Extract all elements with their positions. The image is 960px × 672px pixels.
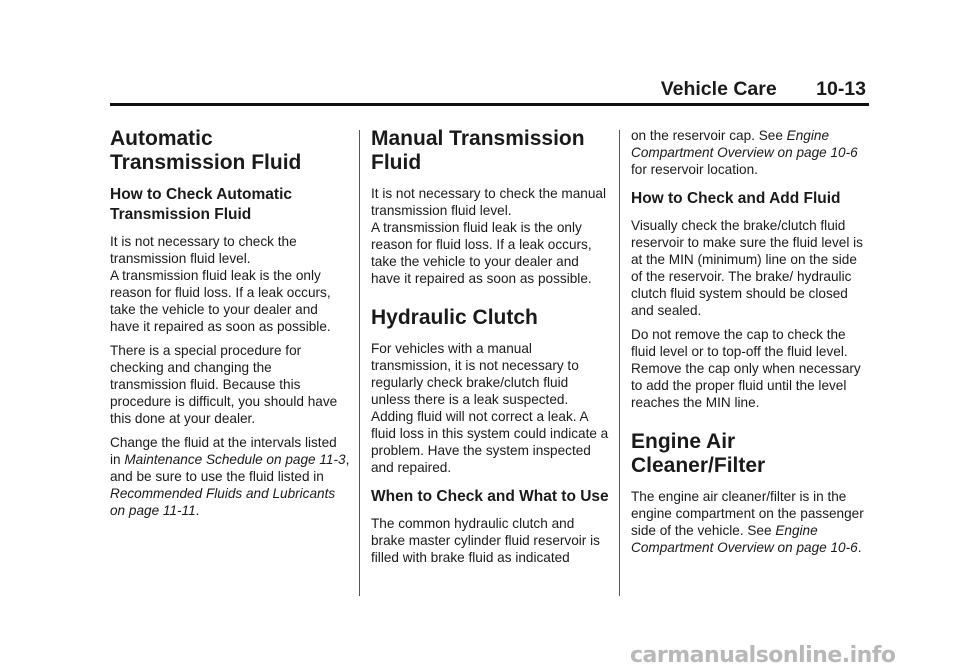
paragraph: It is not necessary to check the manual transmission fluid level. <box>371 186 606 218</box>
cross-reference-link[interactable]: Recommended Fluids and Lubricants on page 11-11 <box>110 486 336 518</box>
paragraph: The engine air cleaner/filter is in the engine compartment on the passenger side of the vehicle. See Engine Compartment Overview on page 10-6. <box>631 489 864 555</box>
paragraph: For vehicles with a manual transmission, it is not necessary to regularly check brake/clutch fluid unless there is a leak suspected. Adding fluid will not correct a leak. A fluid loss in this system could indicate a problem. Have the system inspected and repaired. <box>371 341 609 475</box>
heading-engine-air-cleaner: Engine Air Cleaner/Filter <box>631 430 766 477</box>
paragraph: A transmission fluid leak is the only reason for fluid loss. If a leak occurs, take the vehicle to your dealer and have it repaired as soon as possible. <box>371 220 592 286</box>
heading-manual-transmission-fluid: Manual Transmission Fluid <box>371 127 585 174</box>
column-2 <box>371 127 611 573</box>
subheading-when-to-check: When to Check and What to Use <box>371 488 609 505</box>
paragraph: Visually check the brake/clutch fluid reservoir to make sure the fluid level is at the MIN (minimum) line on the side of the reservoir. The brake/ hydraulic clutch fluid system should be closed and sealed. <box>631 218 863 318</box>
paragraph: on the reservoir cap. See Engine Compartment Overview on page 10-6 for reservoir location. <box>631 128 858 177</box>
header-rule <box>110 103 869 106</box>
heading-hydraulic-clutch: Hydraulic Clutch <box>371 306 538 329</box>
cross-reference-link[interactable]: Maintenance Schedule on page 11-3 <box>124 452 346 467</box>
paragraph: The common hydraulic clutch and brake master cylinder fluid reservoir is filled with brake fluid as indicated <box>371 516 600 565</box>
paragraph: There is a special procedure for checking and changing the transmission fluid. Because this procedure is difficult, you should have this done at your dealer. <box>110 343 338 426</box>
paragraph: It is not necessary to check the transmission fluid level. <box>110 234 297 266</box>
spacer <box>371 294 611 306</box>
page-number: 10-13 <box>816 78 866 100</box>
spacer <box>631 418 871 430</box>
watermark-text: carmanualsonline.info <box>630 643 896 668</box>
column-1 <box>110 127 350 526</box>
page-header <box>661 78 866 101</box>
subheading-how-to-check-add: How to Check and Add Fluid <box>631 190 841 207</box>
column-divider-1 <box>359 130 360 596</box>
cross-reference-link[interactable]: Engine Compartment Overview on page 10-6 <box>631 128 858 160</box>
column-divider-2 <box>619 130 620 596</box>
heading-automatic-transmission-fluid: Automatic Transmission Fluid <box>110 127 302 174</box>
section-title: Vehicle Care <box>660 78 777 100</box>
paragraph: Change the fluid at the intervals listed in Maintenance Schedule on page 11-3, and be sure to use the fluid listed in Recommended Fluids and Lubricants on page 11-11. <box>110 435 350 518</box>
subheading-how-to-check-atf: How to Check Automatic Transmission Fluid <box>110 186 292 223</box>
column-3 <box>631 127 871 563</box>
paragraph: Do not remove the cap to check the fluid level or to top-off the fluid level. Remove the cap only when necessary to add the proper fluid until the level reaches the MIN line. <box>631 327 861 410</box>
paragraph: A transmission fluid leak is the only reason for fluid loss. If a leak occurs, take the vehicle to your dealer and have it repaired as soon as possible. <box>110 268 331 334</box>
cross-reference-link[interactable]: Engine Compartment Overview on page 10-6 <box>631 523 858 555</box>
